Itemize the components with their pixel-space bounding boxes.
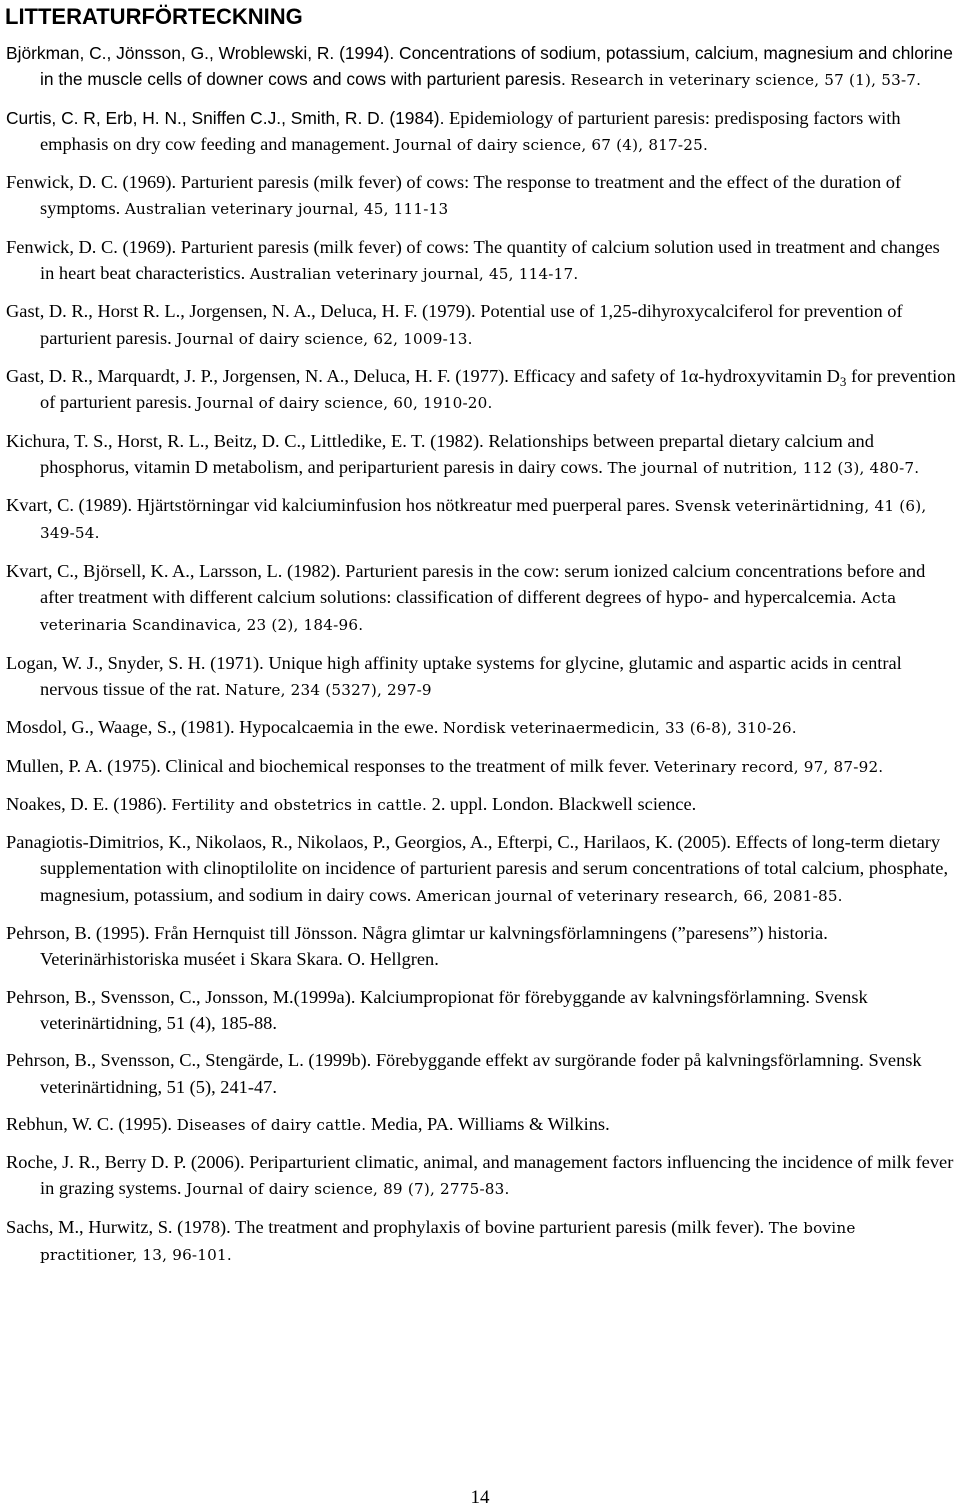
reference-source: Australian veterinary journal, 45, 114-17. bbox=[249, 265, 579, 284]
reference-title: for prevention of parturient paresis. bbox=[40, 365, 956, 413]
reference-lead: Noakes, D. E. (1986). bbox=[6, 793, 167, 814]
reference-source: Research in veterinary science, 57 (1), 53-7. bbox=[570, 71, 922, 90]
reference-lead: Pehrson, B. (1995). Från Hernquist till Jönsson. Några glimtar ur kalvningsförlamningens (”paresens”) historia. Veterinärhistoriska muséet i Skara Skara. O. Hellgren. bbox=[6, 923, 828, 970]
reference-item bbox=[6, 40, 956, 94]
reference-item bbox=[6, 753, 956, 780]
reference-lead: Kvart, C. (1989). Hjärtstörningar vid kalciuminfusion hos nötkreatur med puerperal pares. bbox=[6, 495, 670, 516]
reference-lead: Pehrson, B., Svensson, C., Stengärde, L. (1999b). Förebyggande effekt av surgörande foder på kalvningsförlamning. Svensk veterinärtidning, 51 (5), 241-47. bbox=[6, 1050, 922, 1097]
reference-lead: Curtis, C. R, Erb, H. N., Sniffen C.J., Smith, R. D. (1984). bbox=[6, 107, 445, 128]
reference-source: The bovine practitioner, 13, 96-101. bbox=[40, 1218, 856, 1264]
reference-item bbox=[6, 1047, 956, 1100]
reference-lead: Pehrson, B., Svensson, C., Jonsson, M.(1999a). Kalciumpropionat för förebyggande av kalvningsförlamning. Svensk veterinärtidning, 51 (4), 185-88. bbox=[6, 986, 868, 1033]
reference-source: Journal of dairy science, 62, 1009-13. bbox=[176, 329, 473, 348]
reference-source: Australian veterinary journal, 45, 111-13 bbox=[124, 200, 449, 219]
reference-title: Parturient paresis (milk fever) of cows: The quantity of calcium solution used in treatment and changes in heart beat characteristics. bbox=[40, 236, 940, 284]
reference-title: Parturient paresis (milk fever) of cows: The response to treatment and the effect of the duration of symptoms. bbox=[40, 172, 902, 219]
reference-title: Epidemiology of parturient paresis: predisposing factors with emphasis on dry cow feeding and management. bbox=[40, 107, 901, 154]
reference-lead: Gast, D. R., Marquardt, J. P., Jorgensen, N. A., Deluca, H. F. (1977). Efficacy and safety of 1α-hydroxyvitamin D bbox=[6, 365, 840, 386]
reference-source: Journal of dairy science, 89 (7), 2775-83. bbox=[186, 1180, 510, 1199]
reference-item bbox=[6, 492, 956, 547]
reference-source: Svensk veterinärtidning, 41 (6), 349-54. bbox=[40, 497, 927, 543]
reference-item bbox=[6, 1149, 956, 1203]
page-heading: LITTERATURFÖRTECKNING bbox=[5, 4, 303, 29]
reference-item bbox=[6, 298, 956, 352]
reference-tail: Media, PA. Williams & Wilkins. bbox=[370, 1113, 610, 1134]
reference-lead: Rebhun, W. C. (1995). bbox=[6, 1113, 173, 1134]
reference-item bbox=[6, 791, 956, 818]
reference-item bbox=[6, 1214, 956, 1269]
reference-lead: Fenwick, D. C. (1969). bbox=[6, 172, 177, 193]
reference-item bbox=[6, 714, 956, 741]
reference-lead: Gast, D. R., Horst R. L., Jorgensen, N. A., Deluca, H. F. (1979). Potential use of 1,25-dihyroxycalciferol for prevention of parturient paresis. bbox=[6, 301, 903, 348]
reference-source: Nordisk veterinaermedicin, 33 (6-8), 310-26. bbox=[442, 719, 797, 738]
reference-source: Fertility and obstetrics in cattle. bbox=[171, 795, 428, 814]
reference-lead: Mosdol, G., Waage, S., (1981). Hypocalcaemia in the ewe. bbox=[6, 717, 439, 738]
reference-source: Nature, 234 (5327), 297-9 bbox=[224, 680, 432, 699]
reference-lead: Fenwick, D. C. (1969). bbox=[6, 236, 177, 257]
reference-source: The journal of nutrition, 112 (3), 480-7. bbox=[607, 458, 920, 477]
reference-item bbox=[6, 829, 956, 909]
reference-item bbox=[6, 169, 956, 223]
reference-lead: Roche, J. R., Berry D. P. (2006). Periparturient climatic, animal, and management factors influencing the incidence of milk fever in grazing systems. bbox=[6, 1152, 954, 1199]
reference-lead: Björkman, C., Jönsson, G., Wroblewski, R. (1994). Concentrations of sodium, potassium, calcium, magnesium and chlorine in the muscle cells of downer cows and cows with parturient paresis. bbox=[6, 43, 953, 90]
reference-list bbox=[6, 40, 956, 1279]
reference-source: American journal of veterinary research, 66, 2081-85. bbox=[415, 886, 843, 905]
reference-lead: Kichura, T. S., Horst, R. L., Beitz, D. C., Littledike, E. T. (1982). Relationships between prepartal dietary calcium and phosphorus, vitamin D metabolism, and periparturient paresis in dairy cows. bbox=[6, 430, 874, 477]
reference-item bbox=[6, 920, 956, 973]
reference-subscript: 3 bbox=[839, 373, 847, 389]
reference-source: Veterinary record, 97, 87-92. bbox=[654, 757, 884, 776]
reference-lead: Sachs, M., Hurwitz, S. (1978). The treatment and prophylaxis of bovine parturient paresis (milk fever). bbox=[6, 1216, 765, 1237]
reference-item bbox=[6, 984, 956, 1037]
reference-item bbox=[6, 1111, 956, 1138]
reference-source: Journal of dairy science, 67 (4), 817-25. bbox=[394, 135, 708, 154]
reference-item bbox=[6, 650, 956, 704]
reference-item bbox=[6, 105, 956, 159]
reference-lead: Panagiotis-Dimitrios, K., Nikolaos, R., Nikolaos, P., Georgios, A., Efterpi, C., Harilaos, K. (2005). Effects of long-term dietary supplementation with clinoptilolite on incidence of parturient paresis and serum concentrations of total calcium, phosphate, magnesium, potassium, and sodium in dairy cows. bbox=[6, 832, 949, 905]
reference-item bbox=[6, 558, 956, 639]
reference-source: Diseases of dairy cattle. bbox=[176, 1115, 367, 1134]
reference-source: Journal of dairy science, 60, 1910-20. bbox=[196, 394, 493, 413]
reference-lead: Mullen, P. A. (1975). Clinical and biochemical responses to the treatment of milk fever. bbox=[6, 755, 650, 776]
reference-source: Acta veterinaria Scandinavica, 23 (2), 184-96. bbox=[40, 589, 897, 635]
reference-item bbox=[6, 428, 956, 482]
reference-item bbox=[6, 363, 956, 417]
reference-lead: Kvart, C., Björsell, K. A., Larsson, L. (1982). Parturient paresis in the cow: serum ionized calcium concentrations before and after treatment with different calcium solutions: classification of different degrees of hypo- and hypercalcemia. bbox=[6, 560, 926, 608]
page-number: 14 bbox=[470, 1487, 490, 1508]
reference-tail: 2. uppl. London. Blackwell science. bbox=[431, 793, 697, 814]
reference-lead: Logan, W. J., Snyder, S. H. (1971). Unique high affinity uptake systems for glycine, glutamic and aspartic acids in central nervous tissue of the rat. bbox=[6, 652, 902, 699]
reference-item bbox=[6, 234, 956, 288]
